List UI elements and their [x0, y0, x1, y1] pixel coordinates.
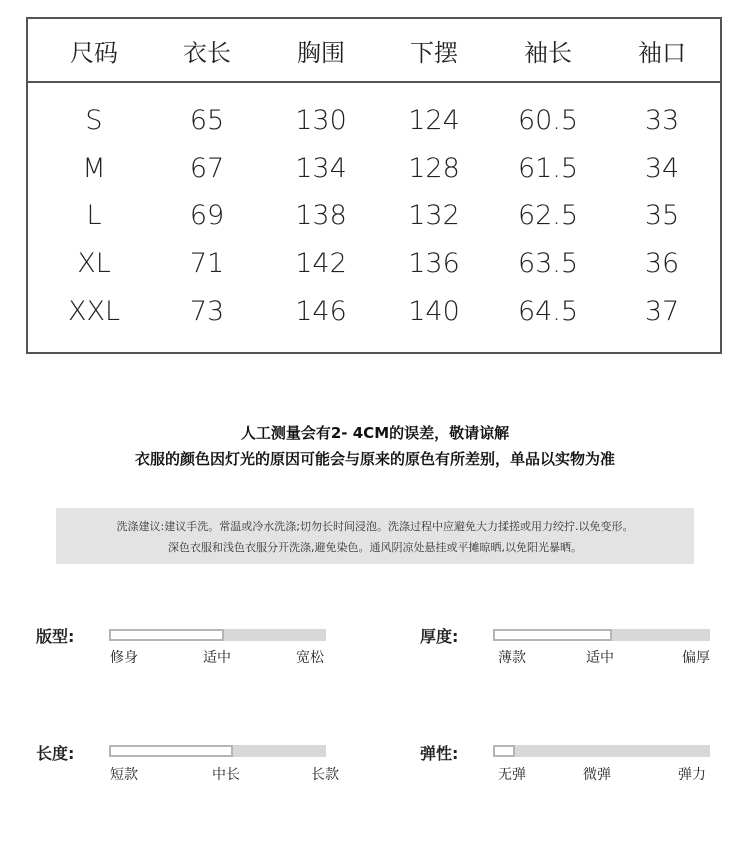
elasticity-title: 弹性:: [420, 744, 459, 763]
row-value: 132: [408, 200, 460, 231]
length-scale-fill: [109, 745, 233, 757]
row-value: 63.5: [517, 248, 579, 279]
row-value: 62.5: [517, 200, 579, 231]
row-size: S: [85, 105, 103, 136]
elasticity-scale-fill: [493, 745, 515, 757]
row-value: 61.5: [517, 153, 579, 184]
thickness-scale-bar: [493, 629, 710, 641]
fit-label-slim: 修身: [110, 650, 138, 666]
elasticity-label-none: 无弹: [498, 767, 526, 783]
thickness-title: 厚度:: [420, 627, 459, 646]
row-value: 136: [408, 248, 460, 279]
row-size: XL: [77, 248, 111, 279]
row-value: 35: [644, 200, 680, 231]
row-value: 34: [644, 153, 680, 184]
row-value: 140: [408, 296, 460, 327]
row-value: 36: [644, 248, 680, 279]
header-hem: 下摆: [410, 39, 458, 67]
row-value: 124: [408, 105, 460, 136]
row-value: 67: [189, 153, 225, 184]
size-table: [26, 17, 722, 354]
washing-advice-box: [56, 508, 694, 564]
washing-advice-line1: 洗涤建议:建议手洗。常温或冷水洗涤;切勿长时间浸泡。洗涤过程中应避免大力揉搓或用力绞拧.以免变形。: [116, 520, 634, 533]
measurement-notice: 人工测量会有2- 4CM的误差，敬请谅解: [240, 424, 510, 442]
row-size: XXL: [67, 296, 121, 327]
thickness-label-medium: 适中: [586, 650, 614, 666]
row-value: 71: [189, 248, 225, 279]
length-label-medium: 中长: [212, 767, 240, 783]
elasticity-label-slight: 微弹: [583, 767, 611, 783]
row-value: 142: [295, 248, 347, 279]
header-length: 衣长: [183, 39, 231, 67]
header-cuff: 袖口: [638, 39, 686, 67]
row-value: 37: [644, 296, 680, 327]
fit-scale-bar: [109, 629, 326, 641]
row-value: 134: [295, 153, 347, 184]
row-value: 130: [295, 105, 347, 136]
fit-label-regular: 适中: [203, 650, 231, 666]
row-size: L: [86, 200, 102, 231]
row-value: 128: [408, 153, 460, 184]
row-size: M: [82, 153, 106, 184]
length-label-long: 长款: [311, 767, 339, 783]
fit-title: 版型:: [36, 627, 75, 646]
length-title: 长度:: [36, 744, 75, 763]
row-value: 69: [189, 200, 225, 231]
header-chest: 胸围: [297, 39, 345, 67]
washing-advice-line2: 深色衣服和浅色衣服分开洗涤,避免染色。通风阴凉处悬挂或平摊晾晒,以免阳光暴晒。: [168, 541, 582, 554]
row-value: 60.5: [517, 105, 579, 136]
row-value: 64.5: [517, 296, 579, 327]
length-label-short: 短款: [110, 767, 138, 783]
fit-scale-fill: [109, 629, 224, 641]
color-notice: 衣服的颜色因灯光的原因可能会与原来的原色有所差别，单品以实物为准: [134, 450, 615, 468]
length-scale-bar: [109, 745, 326, 757]
elasticity-label-stretch: 弹力: [678, 767, 706, 783]
row-value: 73: [189, 296, 225, 327]
row-value: 33: [644, 105, 680, 136]
elasticity-scale-bar: [493, 745, 710, 757]
thickness-label-thick: 偏厚: [682, 650, 710, 666]
row-value: 138: [295, 200, 347, 231]
row-value: 65: [189, 105, 225, 136]
header-sleeve-length: 袖长: [524, 39, 572, 67]
table-header: [28, 19, 720, 83]
thickness-scale-fill: [493, 629, 612, 641]
row-value: 146: [295, 296, 347, 327]
header-size: 尺码: [70, 39, 118, 67]
thickness-label-thin: 薄款: [498, 650, 526, 666]
fit-label-loose: 宽松: [296, 650, 324, 666]
